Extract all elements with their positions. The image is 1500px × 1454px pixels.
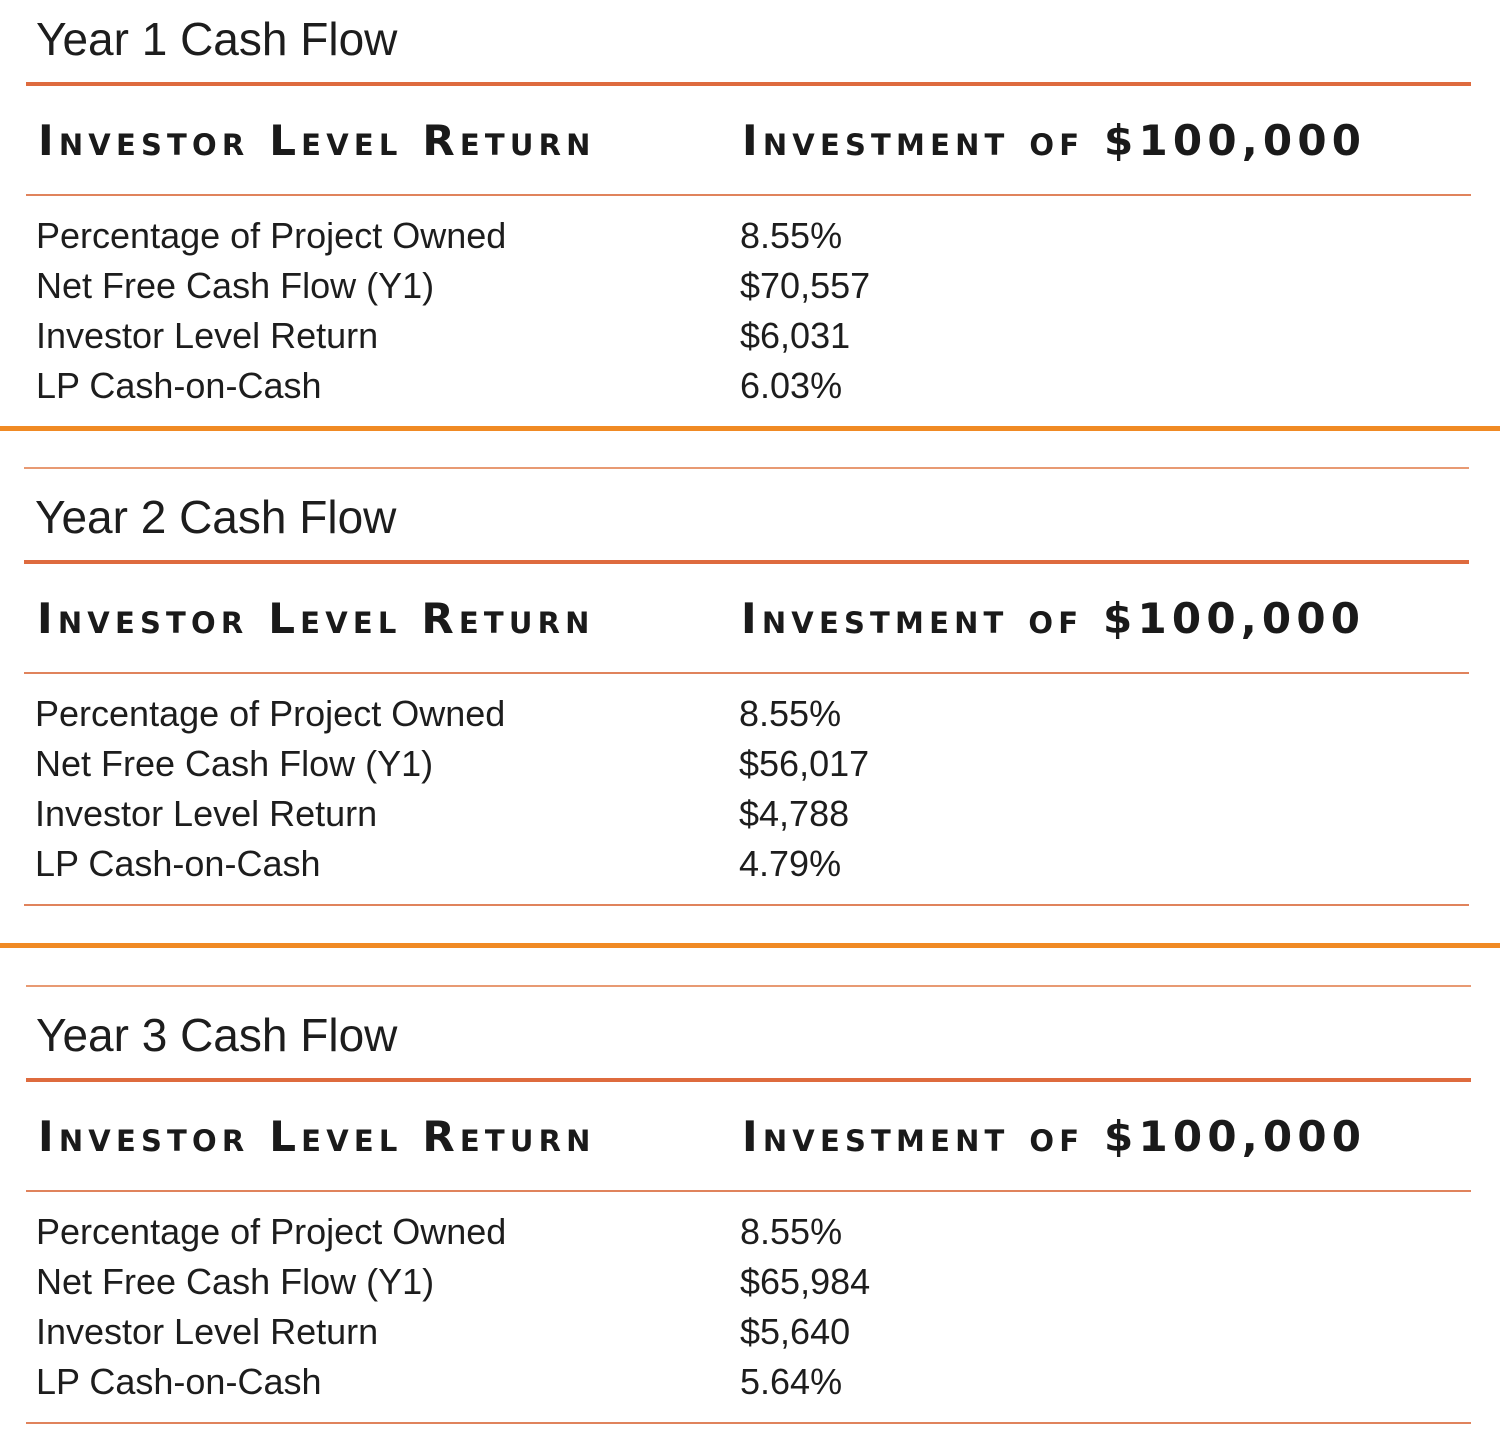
- header-divider: [26, 194, 1471, 196]
- row-label: Investor Level Return: [36, 1311, 379, 1352]
- row-label: Percentage of Project Owned: [35, 693, 506, 734]
- column-header-right: Investment of $100,000: [742, 116, 1367, 165]
- row-value: 8.55%: [739, 693, 842, 734]
- row-value: $56,017: [739, 743, 870, 784]
- row-label: LP Cash-on-Cash: [35, 843, 321, 884]
- section-bottom-divider: [24, 904, 1469, 906]
- row-value: $70,557: [740, 265, 871, 306]
- row-value: 6.03%: [740, 365, 843, 406]
- row-label: Net Free Cash Flow (Y1): [36, 265, 435, 306]
- row-value: 8.55%: [740, 215, 843, 256]
- row-label: Investor Level Return: [36, 315, 379, 356]
- header-divider: [24, 672, 1469, 674]
- row-label: Investor Level Return: [35, 793, 378, 834]
- row-label: Net Free Cash Flow (Y1): [35, 743, 434, 784]
- section-title: Year 2 Cash Flow: [35, 491, 397, 543]
- row-label: Net Free Cash Flow (Y1): [36, 1261, 435, 1302]
- row-label: Percentage of Project Owned: [36, 215, 507, 256]
- title-divider: [26, 82, 1471, 86]
- row-value: 8.55%: [740, 1211, 843, 1252]
- row-value: $6,031: [740, 315, 851, 356]
- column-header-left: Investor Level Return: [38, 1112, 596, 1161]
- section-separator: [0, 943, 1500, 948]
- row-label: LP Cash-on-Cash: [36, 365, 322, 406]
- title-divider: [24, 560, 1469, 564]
- section-top-divider: [26, 985, 1471, 987]
- row-value: 4.79%: [739, 843, 842, 884]
- row-label: LP Cash-on-Cash: [36, 1361, 322, 1402]
- section-bottom-divider: [26, 1422, 1471, 1424]
- column-header-right: Investment of $100,000: [741, 594, 1366, 643]
- section-separator: [0, 426, 1500, 431]
- column-header-left: Investor Level Return: [38, 116, 596, 165]
- section-title: Year 3 Cash Flow: [36, 1009, 398, 1061]
- row-value: $65,984: [740, 1261, 871, 1302]
- column-header-left: Investor Level Return: [37, 594, 595, 643]
- section-title: Year 1 Cash Flow: [36, 13, 398, 65]
- row-value: $5,640: [740, 1311, 851, 1352]
- header-divider: [26, 1190, 1471, 1192]
- row-label: Percentage of Project Owned: [36, 1211, 507, 1252]
- title-divider: [26, 1078, 1471, 1082]
- column-header-right: Investment of $100,000: [742, 1112, 1367, 1161]
- row-value: 5.64%: [740, 1361, 843, 1402]
- section-top-divider: [24, 467, 1469, 469]
- row-value: $4,788: [739, 793, 850, 834]
